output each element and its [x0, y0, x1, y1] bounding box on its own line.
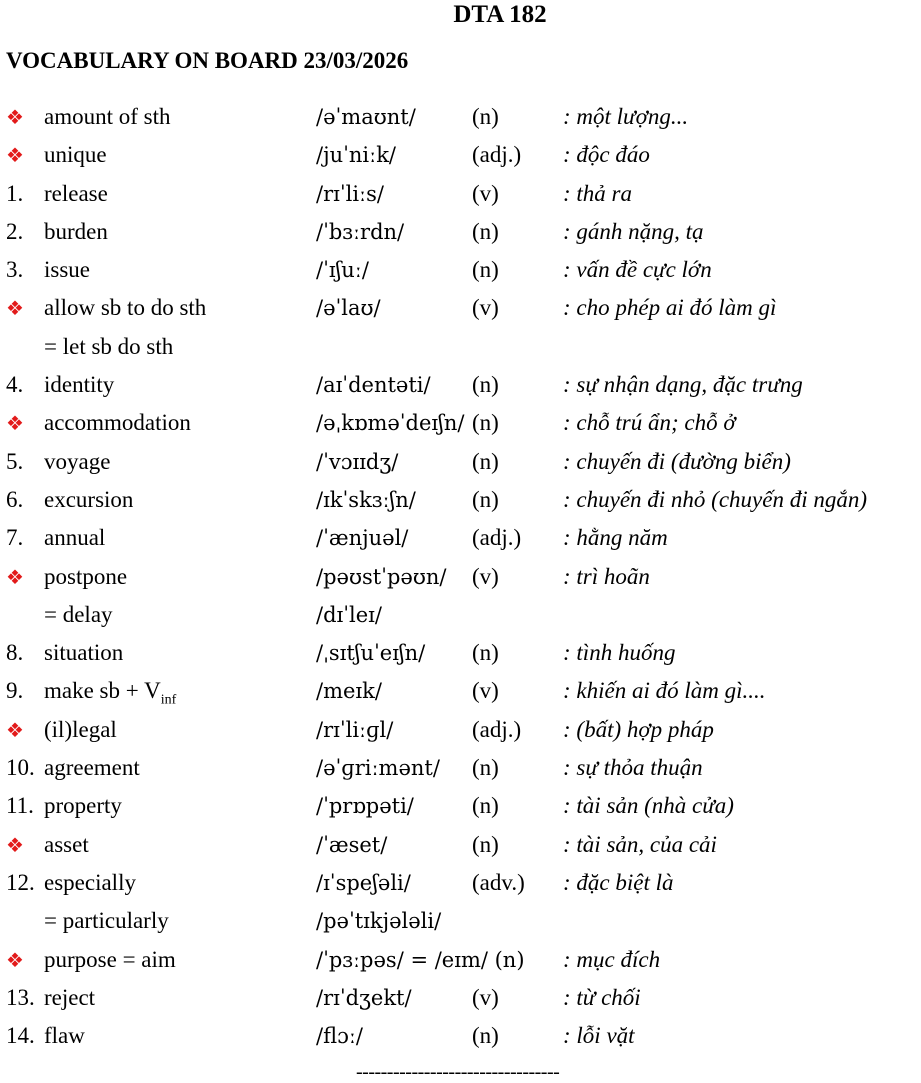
vocab-word — [44, 289, 206, 327]
vocab-word-text: accommodation — [44, 410, 191, 436]
item-number: 4. — [6, 372, 24, 398]
vocab-word-text: situation — [44, 640, 124, 666]
vocab-part-of-speech: (adj.) — [472, 525, 522, 551]
vocab-meaning: : vấn đề cực lớn — [563, 257, 712, 283]
vocab-row — [0, 289, 921, 327]
vocab-pronunciation: /əˈlaʊ/ — [316, 296, 381, 321]
vocab-word-text: purpose = aim — [44, 946, 176, 972]
vocab-pronunciation: /flɔː/ — [316, 1024, 363, 1049]
vocab-part-of-speech: (v) — [472, 180, 499, 206]
vocab-word — [44, 634, 123, 672]
vocab-pronunciation: /rɪˈliːs/ — [316, 181, 384, 206]
vocab-row — [0, 634, 921, 672]
vocab-part-of-speech: (v) — [472, 295, 499, 321]
vocab-part-of-speech: (n) — [472, 831, 499, 857]
vocab-meaning: : tình huống — [563, 640, 676, 666]
vocab-part-of-speech: (adj.) — [472, 716, 522, 742]
document-subtitle: VOCABULARY ON BOARD 23/03/2026 — [6, 48, 409, 73]
vocab-word — [44, 251, 90, 289]
vocab-part-of-speech: (n) — [472, 410, 499, 436]
vocab-word — [44, 558, 127, 596]
vocab-word — [44, 175, 108, 213]
vocab-word — [44, 787, 122, 825]
vocab-part-of-speech: (n) — [472, 486, 499, 512]
item-number: 10. — [6, 755, 35, 781]
vocab-row — [0, 136, 921, 174]
vocab-row — [0, 672, 921, 710]
vocab-word — [44, 98, 171, 136]
vocab-part-of-speech: (adv.) — [472, 869, 525, 895]
vocab-word-text: reject — [44, 984, 96, 1010]
vocab-word — [44, 749, 140, 787]
vocab-row — [0, 443, 921, 481]
vocab-row — [0, 979, 921, 1017]
vocab-meaning: : sự thỏa thuận — [563, 755, 703, 781]
vocab-part-of-speech: (v) — [472, 984, 499, 1010]
vocab-word-text: = let sb do sth — [44, 333, 174, 359]
vocab-word — [44, 979, 95, 1017]
vocab-word-text: make sb + V — [44, 678, 161, 704]
vocab-word-text: release — [44, 180, 108, 206]
vocab-pronunciation: /pəˈtɪkjələli/ — [316, 909, 442, 934]
vocab-word-text: especially — [44, 869, 136, 895]
vocab-meaning: : đặc biệt là — [563, 869, 674, 895]
vocab-meaning: : lỗi vặt — [563, 1023, 635, 1049]
vocab-pronunciation: /ˈbɜːrdn/ — [316, 219, 405, 244]
vocab-meaning: : trì hoãn — [563, 563, 650, 589]
vocab-part-of-speech: (v) — [472, 563, 499, 589]
vocab-row — [0, 366, 921, 404]
vocab-meaning: : gánh nặng, tạ — [563, 218, 704, 244]
vocab-row — [0, 711, 921, 749]
vocab-word-text: = delay — [44, 601, 113, 627]
vocab-word — [44, 213, 108, 251]
vocab-word-text: amount of sth — [44, 104, 171, 129]
vocab-word-text: burden — [44, 218, 108, 244]
vocab-meaning: : một lượng... — [563, 104, 689, 129]
vocab-part-of-speech: (n) — [472, 1023, 499, 1049]
vocab-word — [44, 443, 110, 481]
vocab-meaning: : chuyến đi nhỏ (chuyến đi ngắn) — [563, 486, 868, 512]
item-number: 13. — [6, 984, 35, 1010]
vocab-part-of-speech: (n) — [472, 793, 499, 819]
vocab-meaning: : (bất) hợp pháp — [563, 716, 714, 742]
vocab-pronunciation: /əˈɡriːmənt/ — [316, 756, 440, 781]
vocab-word — [44, 366, 114, 404]
bullet-diamond-icon: ❖ — [6, 947, 24, 972]
vocab-row — [0, 1017, 921, 1055]
vocab-word-text: issue — [44, 257, 90, 283]
item-number: 11. — [6, 793, 34, 819]
vocab-word-text: agreement — [44, 755, 140, 781]
vocab-word — [44, 328, 173, 366]
vocab-pronunciation: /ˈæset/ — [316, 832, 388, 857]
bullet-diamond-icon: ❖ — [6, 411, 24, 436]
vocab-pronunciation: /dɪˈleɪ/ — [316, 602, 382, 627]
item-number: 6. — [6, 486, 24, 512]
vocab-row — [0, 404, 921, 442]
vocab-meaning: : sự nhận dạng, đặc trưng — [563, 372, 803, 398]
vocab-row — [0, 175, 921, 213]
vocab-word — [44, 136, 107, 174]
vocab-pronunciation: /ˈvɔɪɪdʒ/ — [316, 449, 399, 474]
vocab-word-text: allow sb to do sth — [44, 295, 207, 321]
vocab-pronunciation: /rɪˈdʒekt/ — [316, 985, 412, 1010]
vocab-pronunciation: /aɪˈdentəti/ — [316, 373, 431, 398]
vocab-meaning: : hằng năm — [563, 525, 668, 551]
vocab-row — [0, 864, 921, 902]
item-number: 7. — [6, 525, 24, 551]
vocab-part-of-speech: (n) — [472, 640, 499, 666]
vocab-meaning: : mục đích — [563, 946, 661, 972]
vocab-pronunciation: /ɪˈspeʃəli/ — [316, 870, 411, 895]
item-number: 14. — [6, 1023, 35, 1049]
item-number: 9. — [6, 678, 24, 704]
vocab-word-text: (il)legal — [44, 716, 117, 742]
vocab-row — [0, 251, 921, 289]
vocab-pronunciation: /ˈprɒpəti/ — [316, 794, 414, 819]
item-number: 3. — [6, 257, 24, 283]
vocab-row — [0, 481, 921, 519]
vocab-part-of-speech: (adj.) — [472, 142, 522, 168]
vocab-meaning: : chỗ trú ẩn; chỗ ở — [563, 410, 736, 436]
vocab-word-text: voyage — [44, 448, 111, 474]
vocab-meaning: : cho phép ai đó làm gì — [563, 295, 777, 321]
vocab-row — [0, 787, 921, 825]
footer-divider: --------------------------------- — [356, 1061, 560, 1083]
bullet-diamond-icon: ❖ — [6, 105, 24, 129]
vocab-meaning: : độc đáo — [563, 142, 650, 168]
vocab-row — [0, 519, 921, 557]
vocab-word-subscript: inf — [160, 693, 177, 709]
vocab-pronunciation: /əˈmaʊnt/ — [316, 105, 416, 129]
vocabulary-list — [0, 98, 921, 1055]
vocab-word — [44, 941, 176, 979]
vocab-word-text: unique — [44, 142, 107, 168]
vocab-pronunciation: /ˈpɜːpəs/ = /eɪm/ (n) — [316, 947, 525, 972]
vocab-part-of-speech: (n) — [472, 755, 499, 781]
vocab-meaning: : khiến ai đó làm gì.... — [563, 678, 766, 704]
vocab-pronunciation: /ˈænjuəl/ — [316, 526, 409, 551]
bullet-diamond-icon: ❖ — [6, 564, 24, 589]
vocab-word-text: property — [44, 793, 122, 819]
vocab-part-of-speech: (n) — [472, 372, 499, 398]
bullet-diamond-icon: ❖ — [6, 832, 24, 857]
vocab-word-text: postpone — [44, 563, 128, 589]
vocab-part-of-speech: (n) — [472, 104, 499, 129]
vocab-pronunciation: /pəʊstˈpəʊn/ — [316, 564, 447, 589]
vocab-pronunciation: /meɪk/ — [316, 679, 382, 704]
vocab-word — [44, 864, 136, 902]
vocab-meaning: : thả ra — [563, 180, 632, 206]
vocab-row — [0, 596, 921, 634]
vocab-row — [0, 941, 921, 979]
vocab-row — [0, 558, 921, 596]
vocab-pronunciation: /rɪˈliːɡl/ — [316, 717, 394, 742]
vocab-word-text: excursion — [44, 486, 134, 512]
vocab-meaning: : tài sản (nhà cửa) — [563, 793, 734, 819]
vocab-pronunciation: /ˌsɪtʃuˈeɪʃn/ — [316, 641, 426, 666]
bullet-diamond-icon: ❖ — [6, 717, 24, 742]
vocab-pronunciation: /ˈɪʃuː/ — [316, 258, 369, 283]
vocab-word — [44, 519, 105, 557]
vocab-word — [44, 711, 117, 749]
vocab-word-text: = particularly — [44, 908, 169, 934]
vocab-meaning: : tài sản, của cải — [563, 831, 717, 857]
vocab-row — [0, 98, 921, 136]
item-number: 5. — [6, 448, 24, 474]
vocab-part-of-speech: (v) — [472, 678, 499, 704]
vocab-word — [44, 596, 113, 634]
vocab-row — [0, 902, 921, 940]
vocab-part-of-speech: (n) — [472, 257, 499, 283]
vocab-pronunciation: /əˌkɒməˈdeɪʃn/ — [316, 411, 465, 436]
item-number: 2. — [6, 218, 24, 244]
vocab-meaning: : chuyến đi (đường biển) — [563, 448, 791, 474]
bullet-diamond-icon: ❖ — [6, 296, 24, 321]
item-number: 12. — [6, 869, 35, 895]
vocab-word-text: identity — [44, 372, 115, 398]
item-number: 8. — [6, 640, 24, 666]
bullet-diamond-icon: ❖ — [6, 143, 24, 168]
vocab-word-text: annual — [44, 525, 106, 551]
vocab-row — [0, 328, 921, 366]
vocab-part-of-speech: (n) — [472, 448, 499, 474]
vocab-row — [0, 826, 921, 864]
vocab-row — [0, 213, 921, 251]
document-title: DTA 182 — [453, 1, 547, 28]
vocab-word — [44, 404, 191, 442]
vocab-word — [44, 826, 89, 864]
vocab-word-text: flaw — [44, 1023, 85, 1049]
vocab-pronunciation: /juˈniːk/ — [316, 143, 397, 168]
vocab-pronunciation: /ɪkˈskɜːʃn/ — [316, 487, 416, 512]
vocab-word — [44, 481, 133, 519]
vocab-word — [44, 902, 169, 940]
vocab-part-of-speech: (n) — [472, 218, 499, 244]
vocab-row — [0, 749, 921, 787]
vocab-meaning: : từ chối — [563, 984, 641, 1010]
item-number: 1. — [6, 180, 24, 206]
vocab-word — [44, 1017, 85, 1055]
vocab-word-text: asset — [44, 831, 89, 857]
